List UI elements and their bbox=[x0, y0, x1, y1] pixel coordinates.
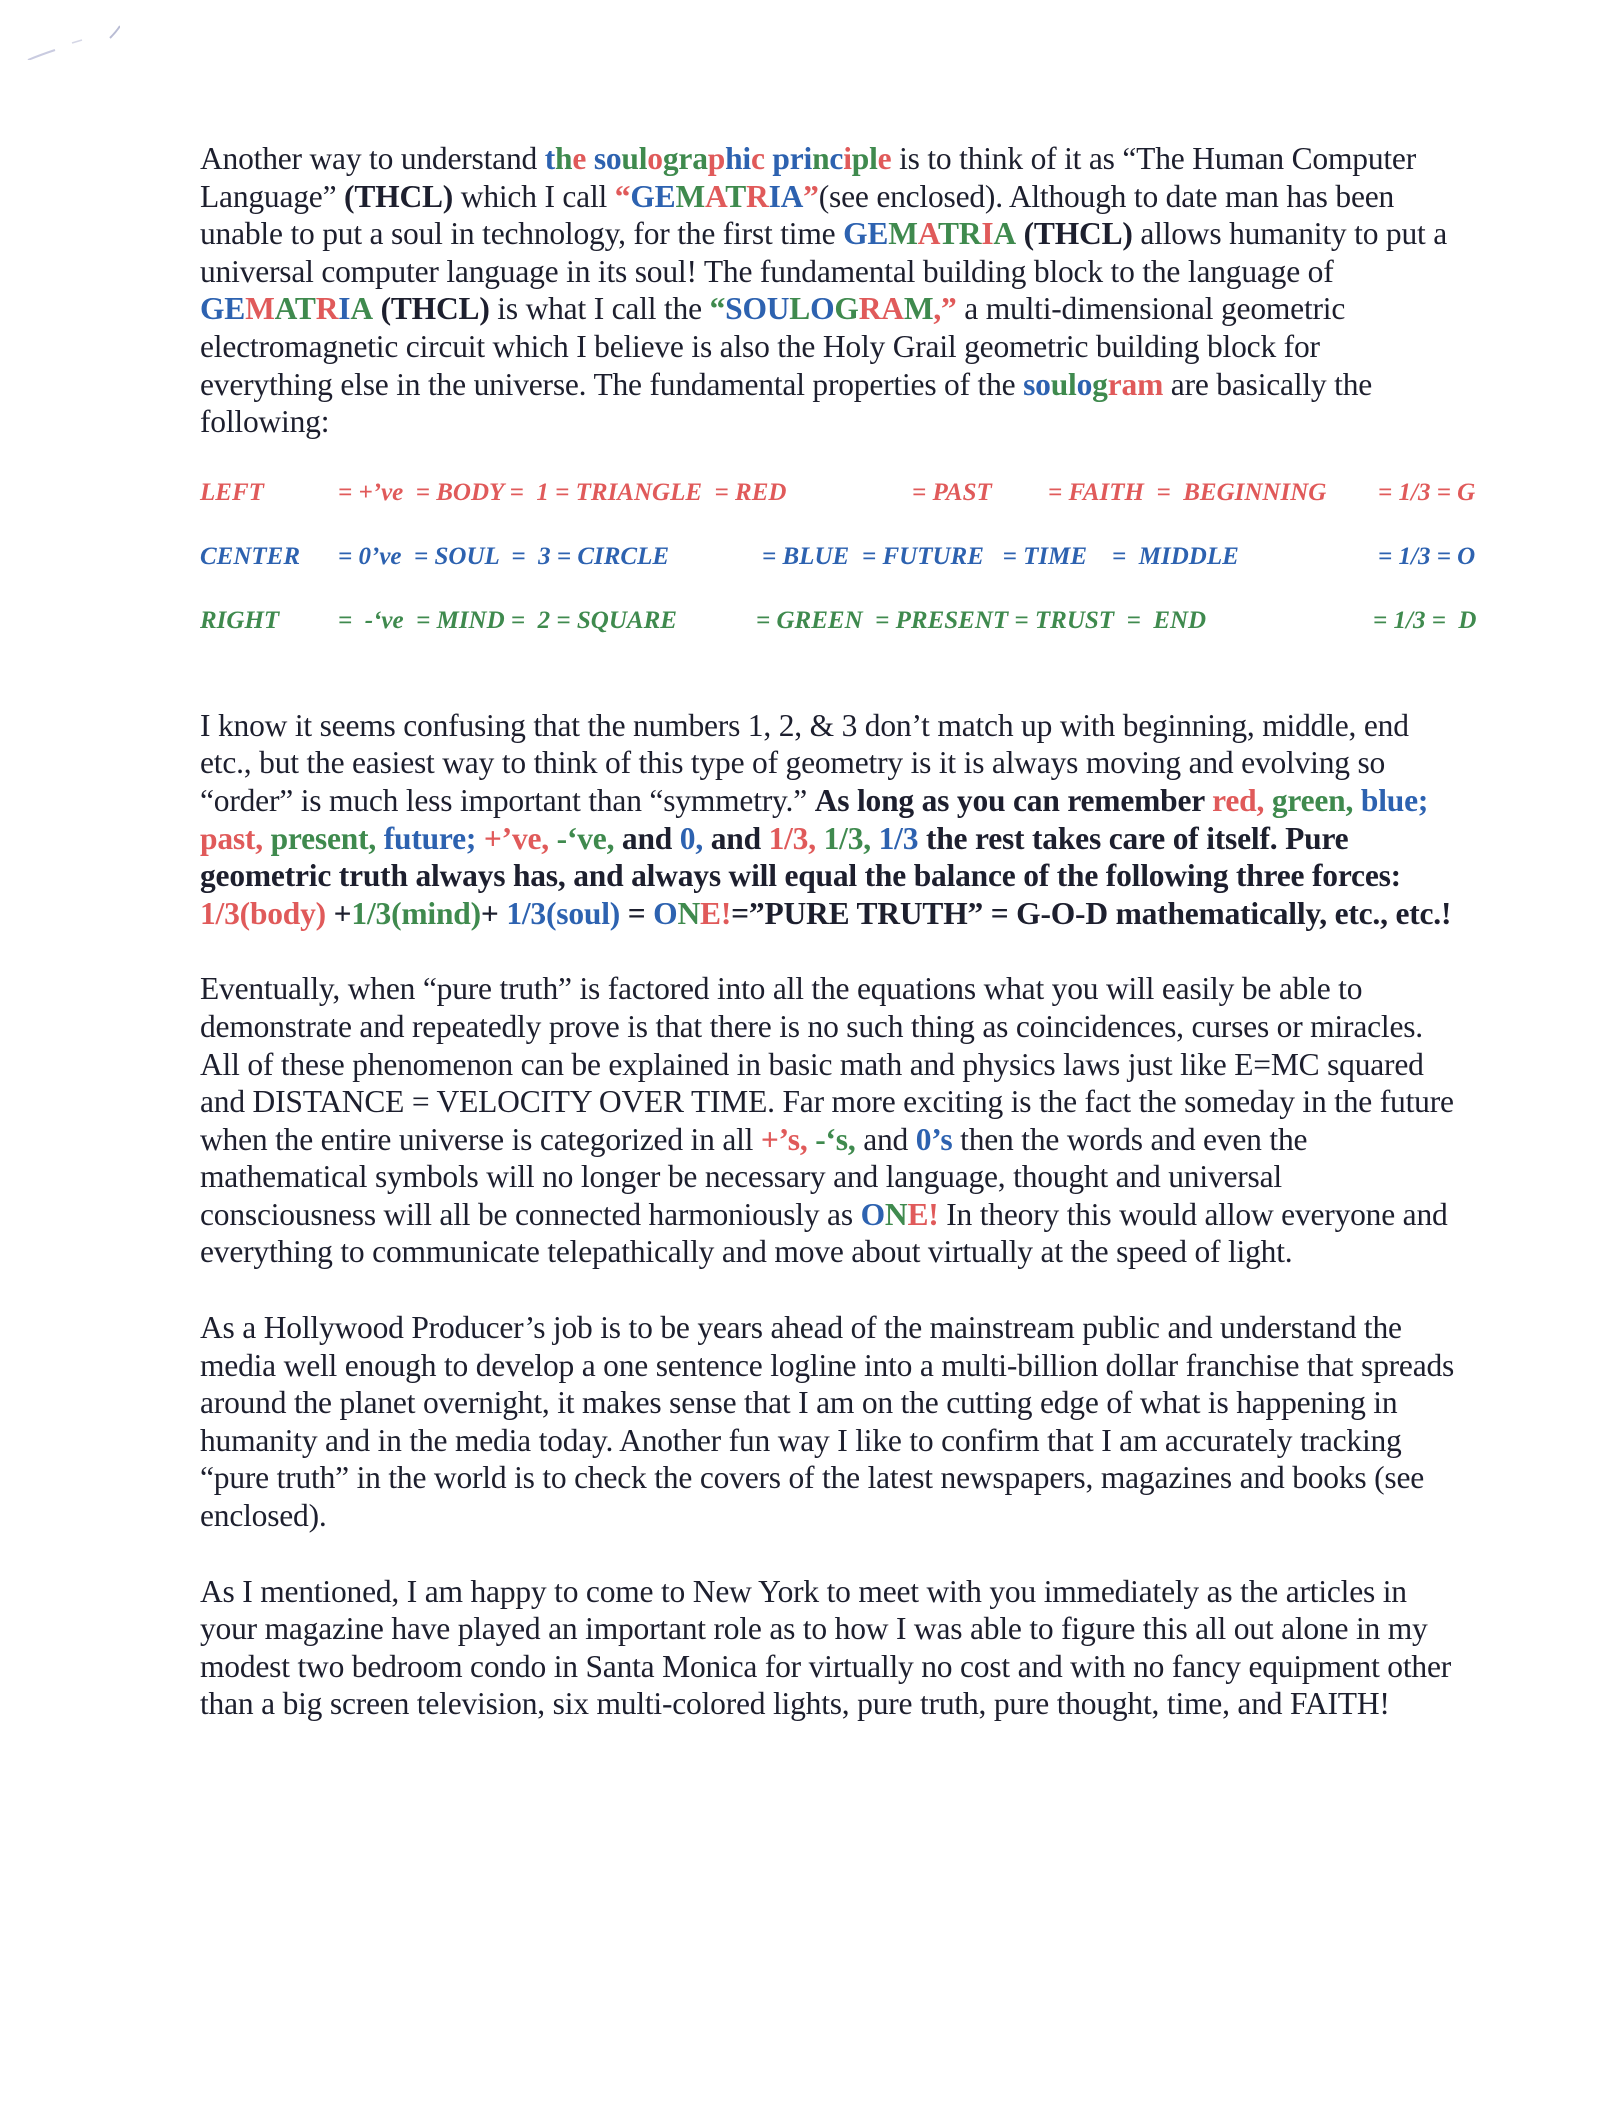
text-run: M bbox=[245, 291, 275, 327]
paragraph-hollywood-producer bbox=[200, 1309, 1460, 1535]
text-run: + bbox=[325, 895, 352, 931]
text-run: GE bbox=[200, 291, 246, 327]
text-run: “ bbox=[614, 178, 631, 214]
text-run: As a Hollywood Producer’s job is to be years ahead of the mainstream public and understand the media well enough to develop a one sentence logline into a multi-billion dollar franchise that spreads around the planet overnight, it makes sense that I am on the cutting edge of what is happening in humanity and in the media today. Another fun way I like to confirm that I am accurately tracking “pure truth” in the world is to check the covers of the latest newspapers, magazines and books (see enclosed). bbox=[200, 1310, 1455, 1534]
text-run: ,” bbox=[933, 291, 957, 327]
text-run: I bbox=[338, 291, 351, 327]
text-run: E! bbox=[907, 1196, 939, 1232]
text-run bbox=[871, 821, 879, 856]
text-run: and bbox=[703, 820, 769, 856]
text-run: A bbox=[917, 216, 938, 252]
text-run: ul bbox=[1050, 366, 1077, 402]
text-run: 1/3(mind) bbox=[351, 895, 481, 931]
text-run: e bbox=[877, 141, 892, 176]
text-run: green, bbox=[1271, 782, 1354, 818]
text-run: E! bbox=[700, 895, 732, 931]
text-run: pl bbox=[851, 141, 878, 176]
text-run: and bbox=[614, 820, 680, 856]
text-run: I know it seems confusing that the numbers 1, 2, & 3 don’t match up with beginning, middle, end etc., but the easiest way to think of this type of geometry is it is always moving and evolving so “order” is much less important than “symmetry.” bbox=[200, 707, 1409, 818]
text-run: +’ve, bbox=[483, 820, 549, 856]
text-run: N bbox=[677, 895, 701, 931]
text-run: allows humanity to put a universal computer language in its soul! The fundamental building block to the language of bbox=[200, 216, 1448, 289]
property-cell: = PAST bbox=[912, 478, 992, 506]
text-run bbox=[1353, 783, 1361, 818]
text-run: a multi-dimensional geometric electromagnetic circuit which I believe is also the Holy Grail geometric building block for everything else in the universe. The fundamental properties of the bbox=[200, 291, 1346, 402]
text-run: so bbox=[1023, 366, 1051, 402]
text-run: SOU bbox=[725, 291, 790, 327]
text-run: 1/3(soul) bbox=[506, 895, 621, 931]
text-run: M bbox=[903, 291, 934, 327]
text-run: is what I call the bbox=[489, 291, 710, 327]
text-run: T bbox=[294, 291, 316, 327]
text-run: R bbox=[315, 291, 339, 327]
property-cell: = FAITH = BEGINNING bbox=[1048, 478, 1327, 506]
text-run: -‘s, bbox=[815, 1121, 856, 1157]
property-cell: = +’ve = BODY = 1 = TRIANGLE = RED bbox=[338, 478, 787, 506]
text-run: e bbox=[572, 141, 587, 176]
property-row-left bbox=[200, 478, 1476, 543]
text-run: 1/3, bbox=[768, 820, 816, 856]
property-cell: = -‘ve = MIND = 2 = SQUARE bbox=[338, 606, 677, 634]
property-cell: CENTER bbox=[200, 542, 301, 570]
property-cell: = 0’ve = SOUL = 3 = CIRCLE bbox=[338, 542, 670, 570]
text-run: 1/3 bbox=[878, 820, 919, 856]
text-run: gra bbox=[662, 141, 708, 176]
text-run: are basically the following: bbox=[200, 366, 1373, 440]
text-run bbox=[373, 291, 381, 326]
text-run: 1/3(body) bbox=[200, 895, 326, 931]
text-run: ul bbox=[621, 141, 648, 176]
text-run: L bbox=[789, 291, 811, 327]
text-run: A bbox=[350, 291, 373, 327]
text-run: GE bbox=[843, 216, 889, 252]
text-run: R bbox=[746, 178, 769, 214]
text-run: so bbox=[593, 141, 622, 176]
text-run: O bbox=[653, 895, 678, 931]
text-run: (THCL) bbox=[1023, 216, 1133, 252]
text-run: pri bbox=[772, 141, 813, 176]
text-run: t bbox=[544, 141, 556, 176]
text-run: + bbox=[480, 895, 507, 931]
text-run: o bbox=[1076, 366, 1093, 402]
text-run: c bbox=[750, 141, 765, 176]
text-run: present, bbox=[270, 820, 377, 856]
soulogram-properties-table bbox=[200, 478, 1477, 671]
text-run bbox=[549, 821, 557, 856]
text-run: T bbox=[725, 178, 746, 214]
text-run bbox=[376, 821, 384, 856]
text-run: blue; bbox=[1360, 782, 1429, 818]
text-run: which I call bbox=[453, 178, 615, 214]
text-run: i bbox=[843, 141, 852, 176]
text-run: Another way to understand bbox=[200, 141, 545, 176]
text-run: TR bbox=[937, 216, 982, 252]
property-row-right bbox=[200, 606, 1477, 671]
text-run: the rest takes care of itself. Pure geometric truth always has, and always will equal the balance of the following three forces: bbox=[200, 820, 1401, 894]
property-cell: = 1/3 = G bbox=[1378, 478, 1476, 506]
text-run: hi bbox=[725, 141, 751, 176]
text-run bbox=[1016, 216, 1024, 251]
text-run: O bbox=[860, 1196, 885, 1232]
text-run: past, bbox=[200, 820, 263, 856]
text-run bbox=[1264, 783, 1272, 818]
text-run: p bbox=[707, 141, 726, 176]
property-cell: RIGHT bbox=[200, 606, 280, 634]
paragraph-pure-truth bbox=[200, 970, 1460, 1271]
paragraph-soulographic-principle bbox=[200, 140, 1460, 441]
text-run bbox=[476, 821, 484, 856]
text-run: = bbox=[620, 895, 654, 931]
text-run: (THCL) bbox=[380, 291, 490, 327]
property-cell: = GREEN = PRESENT = TRUST = END bbox=[756, 606, 1207, 634]
text-run bbox=[263, 821, 271, 856]
text-run: “ bbox=[709, 291, 726, 327]
text-run: ram bbox=[1107, 366, 1164, 402]
text-run: (see enclosed). Although to date man has been unable to put a soul in technology, for the first time bbox=[200, 178, 1395, 252]
text-run: I bbox=[981, 216, 994, 252]
text-run: GE bbox=[630, 178, 676, 214]
text-run: and bbox=[855, 1121, 916, 1157]
text-run: 0’s bbox=[915, 1121, 953, 1157]
text-run: h bbox=[555, 141, 573, 176]
text-run: -‘ve, bbox=[556, 820, 615, 856]
paragraph-symmetry bbox=[200, 707, 1460, 933]
text-run: As long as you can remember bbox=[814, 782, 1213, 818]
property-cell: = FUTURE = TIME = MIDDLE bbox=[862, 542, 1239, 570]
text-run: g bbox=[1092, 366, 1108, 402]
text-run: A bbox=[993, 216, 1016, 252]
text-run: As I mentioned, I am happy to come to New York to meet with you immediately as the articles in your magazine have played an important role as to how I was able to figure this all out alone in my modest two bedroom condo in Santa Monica for virtually no cost and with no fancy equipment other than a big screen television, six multi-colored lights, pure truth, pure thought, time, and FAITH! bbox=[200, 1573, 1452, 1722]
text-run: RA bbox=[858, 291, 904, 327]
property-row-center bbox=[200, 542, 1476, 607]
text-run: N bbox=[884, 1196, 908, 1232]
text-run: Eventually, when “pure truth” is factored into all the equations what you will easily be able to demonstrate and repeatedly prove is that there is no such thing as coincidences, curses or miracles. All of these phenomenon can be explained in basic math and physics laws just like E=MC squared and DISTANCE = VELOCITY OVER TIME. Far more exciting is the fact the someday in the future when the entire universe is categorized in all bbox=[200, 971, 1454, 1157]
text-run: then the words and even the mathematical symbols will no longer be necessary and language, thought and universal consciousness will all be connected harmoniously as bbox=[200, 1121, 1308, 1232]
text-run: IA bbox=[768, 178, 804, 214]
paragraph-new-york-meeting bbox=[200, 1573, 1460, 1723]
text-run: red, bbox=[1212, 782, 1265, 818]
text-run: (THCL) bbox=[344, 178, 454, 214]
text-run: ” bbox=[803, 178, 819, 214]
text-run: 0, bbox=[679, 820, 704, 856]
property-cell: = BLUE bbox=[762, 542, 850, 570]
text-run bbox=[816, 821, 824, 856]
text-run: c bbox=[829, 141, 844, 176]
text-run: A bbox=[704, 178, 726, 214]
property-cell: = 1/3 = D bbox=[1373, 606, 1477, 634]
text-run: 1/3, bbox=[823, 820, 871, 856]
text-run: M bbox=[888, 216, 918, 252]
text-run: M bbox=[675, 178, 705, 214]
text-run: +’s, bbox=[760, 1121, 808, 1157]
text-run: A bbox=[274, 291, 295, 327]
scan-smudge-icon bbox=[10, 10, 120, 60]
text-run: O bbox=[810, 291, 835, 327]
text-run: future; bbox=[383, 820, 477, 856]
text-run: =”PURE TRUTH” = G-O-D mathematically, etc., etc.! bbox=[731, 895, 1452, 931]
text-run bbox=[586, 141, 594, 176]
text-run: o bbox=[647, 141, 663, 176]
property-cell: = 1/3 = O bbox=[1378, 542, 1476, 570]
letter-body bbox=[200, 140, 1477, 1723]
text-run: In theory this would allow everyone and everything to communicate telepathically and move about virtually at the speed of light. bbox=[200, 1196, 1448, 1270]
property-cell: LEFT bbox=[200, 478, 264, 506]
text-run: G bbox=[834, 291, 859, 327]
text-run: n bbox=[812, 141, 830, 176]
text-run: is to think of it as “The Human Computer Language” bbox=[200, 141, 1416, 214]
